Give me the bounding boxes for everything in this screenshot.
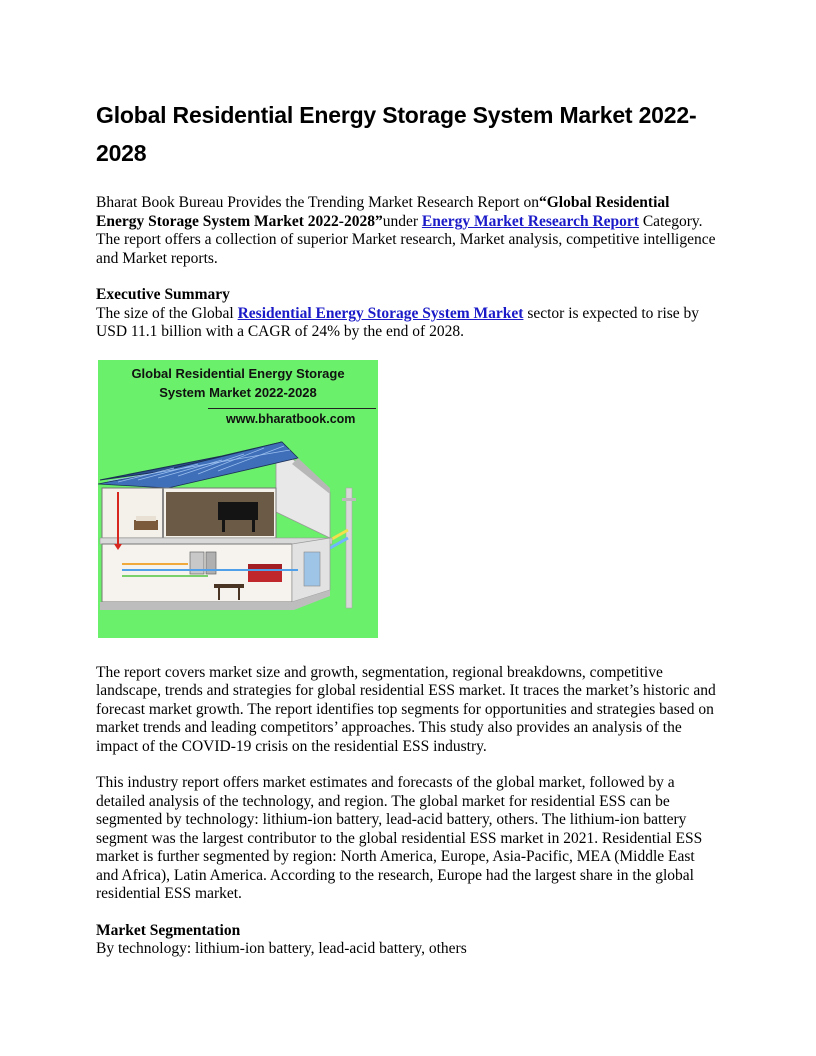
executive-summary-paragraph	[96, 286, 720, 342]
energy-market-report-link[interactable]: Energy Market Research Report	[421, 212, 639, 230]
bed-icon	[134, 520, 158, 530]
intro-category-text: Category. The report offers a collection of superior Market research, Market analysis, competitive intelligence and Market reports.	[96, 212, 716, 267]
document-page	[96, 96, 720, 977]
utility-pole	[346, 488, 352, 608]
report-coverage-paragraph: The report covers market size and growth, segmentation, regional breakdowns, competitive landscape, trends and strategies for global residential ESS market. It traces the market’s historic and forecast market growth. The report identifies top segments for opportunities and strategies based on market trends and leading competitors’ approaches. This study also provides an analysis of the impact of the COVID-19 crisis on the residential ESS industry.	[96, 663, 716, 755]
market-report-cover-image	[98, 360, 378, 638]
page-title: Global Residential Energy Storage System Market 2022-2028	[96, 102, 697, 166]
executive-summary-text-end: sector is expected to rise by USD 11.1 billion with a CAGR of 24% by the end of 2028.	[96, 304, 700, 340]
figure-title-line1: Global Residential Energy Storage	[131, 365, 345, 381]
figure-divider	[208, 408, 376, 409]
piano-leg	[222, 520, 225, 532]
grand-piano-icon	[218, 502, 258, 520]
sofa-icon	[248, 570, 282, 582]
table-leg-2	[238, 588, 240, 600]
bed-sheet	[136, 516, 156, 521]
figure-url: www.bharatbook.com	[226, 411, 356, 426]
piano-leg-2	[252, 520, 255, 532]
table-leg	[218, 588, 220, 600]
executive-summary-heading: Executive Summary	[96, 286, 230, 303]
intro-text: Bharat Book Bureau Provides the Trending Market Research Report on	[96, 194, 539, 211]
intro-under-text: under	[382, 212, 422, 230]
market-segmentation-paragraph	[96, 922, 720, 959]
industry-report-paragraph: This industry report offers market estimates and forecasts of the global market, followed by a detailed analysis of the technology, and region. The global market for residential ESS can be segmented by technology: lithium-ion battery, lead-acid battery, others. The lithium-ion battery segment was the largest contributor to the global residential ESS market in 2021. Residential ESS market is further segmented by region: North America, Europe, Asia-Pacific, MEA (Middle East and Africa), Latin America. According to the research, Europe had the largest share in the global residential ESS market.	[96, 774, 703, 902]
executive-summary-text: The size of the Global	[96, 304, 238, 322]
intro-paragraph	[96, 194, 720, 268]
intro-report-title: “Global Residential Energy Storage System Market 2022-2028”	[96, 194, 670, 230]
market-segmentation-heading: Market Segmentation	[96, 921, 241, 939]
upper-divider	[162, 488, 164, 538]
solar-panel-grid	[98, 442, 298, 488]
pole-crossbar	[342, 498, 356, 501]
market-segmentation-line: By technology: lithium-ion battery, lead-acid battery, others	[96, 940, 467, 957]
figure-title-line2: System Market 2022-2028	[159, 384, 317, 400]
figure-title	[98, 364, 378, 402]
residential-ess-market-link[interactable]: Residential Energy Storage System Market	[237, 304, 524, 322]
dining-table-icon	[214, 584, 244, 588]
side-window	[304, 552, 320, 586]
